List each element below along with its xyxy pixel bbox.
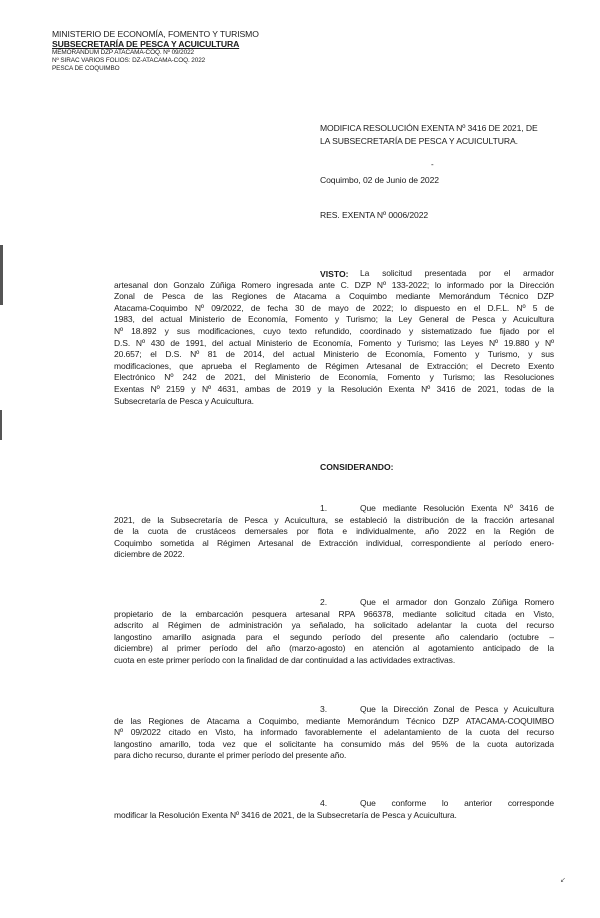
visto-line: artesanal don Gonzalo Zúñiga Romero ingresada ante C. DZP Nº 133-2022; lo informado por la Dirección bbox=[114, 279, 554, 290]
item-line: para dicho recurso, durante el primer período del presente año. bbox=[114, 750, 347, 761]
visto-line: 1983, del actual Ministerio de Economía, Fomento y Turismo; la Ley General de Pesca y Acuicultura bbox=[114, 314, 554, 325]
date-line: Coquimbo, 02 de Junio de 2022 bbox=[320, 175, 439, 185]
undersecretariat-name: SUBSECRETARÍA DE PESCA Y ACUICULTURA bbox=[52, 38, 240, 49]
memo-reference: MEMORÁNDUM DZP ATACAMA-COQ. Nº 09/2022 bbox=[52, 49, 194, 56]
subject-line-2: LA SUBSECRETARÍA DE PESCA Y ACUICULTURA. bbox=[320, 136, 518, 146]
item-line: langostino amarillo asignada para el segundo período del presente año calendario (octubre – bbox=[114, 631, 554, 642]
considerando-item-4 bbox=[114, 798, 554, 821]
resolution-number: RES. EXENTA Nº 0006/2022 bbox=[320, 210, 429, 220]
item-number: 4. bbox=[320, 798, 328, 808]
item-line: Que mediante Resolución Exenta Nº 3416 de bbox=[360, 503, 554, 513]
item-line: de la cuota de crustáceos demersales por flota e individualmente, año 2022 en la Región de bbox=[114, 526, 554, 537]
item-line: Que la Dirección Zonal de Pesca y Acuicultura bbox=[360, 704, 554, 714]
item-line: diciembre) al primer período del año (marzo-agosto) en atención al agotamiento anticipado de la bbox=[114, 643, 554, 654]
item-line: Que conforme lo anterior corresponde bbox=[360, 798, 554, 808]
item-line: diciembre de 2022. bbox=[114, 549, 185, 560]
item-line: modificar la Resolución Exenta Nº 3416 de 2021, de la Subsecretaría de Pesca y Acuicultura. bbox=[114, 809, 457, 820]
considerando-item-1 bbox=[114, 503, 554, 561]
scan-edge-mark bbox=[0, 245, 3, 305]
visto-line: Electrónico Nº 242 de 2021, del Ministerio de Economía, Fomento y Turismo; las Resoluciones bbox=[114, 372, 554, 383]
item-line: 2021, de la Subsecretaría de Pesca y Acuicultura, se estableció la distribución de la fracción artesanal bbox=[114, 514, 554, 525]
subject-line-1: MODIFICA RESOLUCIÓN EXENTA Nº 3416 DE 2021, DE bbox=[320, 123, 538, 133]
item-line: Coquimbo sometida al Régimen Artesanal de Extracción individual, correspondiente al período enero- bbox=[114, 537, 554, 548]
visto-line: Atacama-Coquimbo Nº 09/2022, de fecha 30 de mayo de 2022; lo dispuesto en el D.F.L. Nº 5 de bbox=[114, 302, 554, 313]
considerando-item-2 bbox=[114, 597, 554, 667]
item-number: 2. bbox=[320, 597, 328, 607]
item-line: adscrito al Régimen de administración ya señalado, ha solicitado adelantar la cuota del recurso bbox=[114, 620, 554, 631]
separator-dot: - bbox=[431, 160, 434, 169]
item-number: 1. bbox=[320, 503, 328, 513]
visto-line: Zonal de Pesca de las Regiones de Atacama a Coquimbo mediante Memorándum Técnico DZP bbox=[114, 291, 554, 302]
considerando-label: CONSIDERANDO: bbox=[320, 462, 394, 472]
item-line: Nº 09/2022 citado en Visto, ha informado favorablemente el adelantamiento de la cuota del recurso bbox=[114, 727, 554, 738]
item-number: 3. bbox=[320, 704, 328, 714]
item-line: langostino amarillo, toda vez que el solicitante ha consumido más del 95% de la cuota autorizada bbox=[114, 738, 554, 749]
visto-line: D.S. Nº 430 de 1991, del actual Ministerio de Economía, Fomento y Turismo; las Leyes Nº 19.880 y Nº bbox=[114, 337, 554, 348]
visto-text bbox=[114, 268, 554, 407]
item-line: de las Regiones de Atacama a Coquimbo, mediante Memorándum Técnico DZP ATACAMA-COQUIMBO bbox=[114, 715, 554, 726]
item-line: cuota en este primer período con la finalidad de dar continuidad a las actividades extractivas. bbox=[114, 654, 456, 665]
visto-line: Nº 18.892 y sus modificaciones, cuyo texto refundido, coordinado y sistematizado fue fijado por el bbox=[114, 325, 554, 336]
visto-line: 20.657; el D.S. Nº 81 de 2014, del actual Ministerio de Economía, Fomento y Turismo, y sus bbox=[114, 349, 554, 360]
initials-mark: ↙ bbox=[560, 877, 566, 884]
visto-line: modificaciones, que aprueba el Reglamento de Régimen Artesanal de Extracción; el Decreto Exento bbox=[114, 360, 554, 371]
sirac-reference: Nº SIRAC VARIOS FOLIOS: DZ-ATACAMA-COQ. 2022 bbox=[52, 57, 206, 64]
item-line: Que el armador don Gonzalo Zúñiga Romero bbox=[360, 597, 554, 607]
item-line: propietario de la embarcación pesquera artesanal RPA 966378, mediante solicitud citada en Visto, bbox=[114, 608, 554, 619]
visto-line: Exentas Nº 2159 y Nº 4631, ambas de 2019 y la Resolución Exenta Nº 3416 de 2021, todas de la bbox=[114, 383, 554, 394]
office-location: PESCA DE COQUIMBO bbox=[52, 65, 120, 72]
scan-edge-mark bbox=[0, 410, 2, 440]
visto-line: Subsecretaría de Pesca y Acuicultura. bbox=[114, 395, 254, 406]
visto-label: VISTO: bbox=[320, 269, 349, 279]
ministry-name: MINISTERIO DE ECONOMÍA, FOMENTO Y TURISMO bbox=[52, 29, 259, 39]
visto-line: La solicitud presentada por el armador bbox=[360, 268, 554, 278]
considerando-item-3 bbox=[114, 704, 554, 762]
letterhead bbox=[52, 30, 312, 73]
